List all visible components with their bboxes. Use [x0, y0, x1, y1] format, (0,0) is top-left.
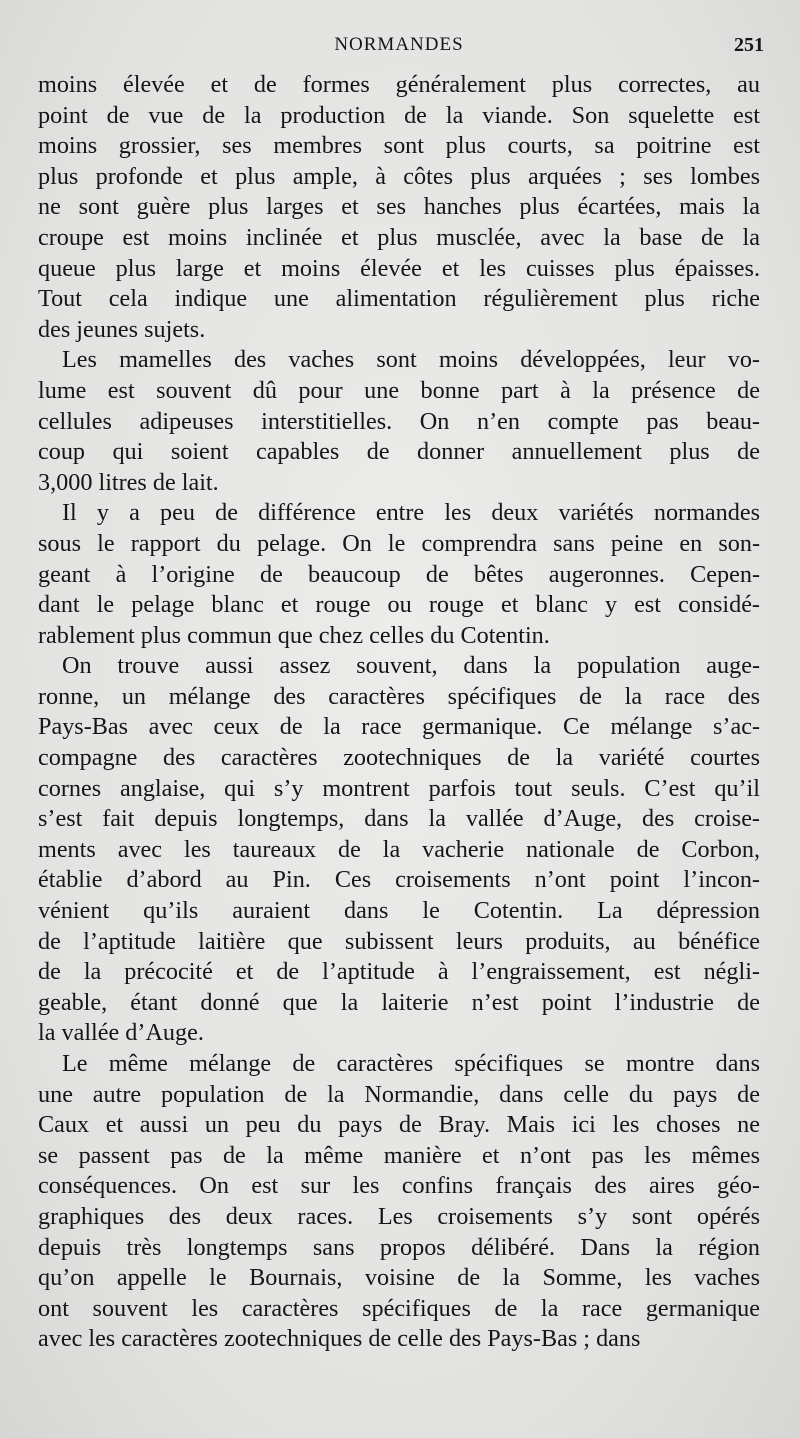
text-line: coup qui soient capables de donner annuellement plus de — [38, 438, 760, 466]
paragraph — [38, 498, 760, 651]
text-line: de la précocité et de l’aptitude à l’engraissement, est négli- — [38, 958, 760, 986]
text-line: dant le pelage blanc et rouge ou rouge et blanc y est considé- — [38, 591, 760, 619]
text-line: plus profonde et plus ample, à côtes plus arquées ; ses lombes — [38, 162, 760, 190]
text-line: depuis très longtemps sans propos délibéré. Dans la région — [38, 1233, 760, 1261]
text-line: sous le rapport du pelage. On le comprendra sans peine en son- — [38, 529, 760, 557]
page-header — [38, 28, 764, 70]
text-line: vénient qu’ils auraient dans le Cotentin. La dépression — [38, 897, 760, 925]
text-line: graphiques des deux races. Les croisements s’y sont opérés — [38, 1202, 760, 1230]
text-line: point de vue de la production de la viande. Son squelette est — [38, 101, 760, 129]
text-line: Le même mélange de caractères spécifiques se montre dans — [62, 1050, 760, 1077]
text-line: la vallée d’Auge. — [38, 1019, 204, 1047]
text-line: une autre population de la Normandie, dans celle du pays de — [38, 1080, 760, 1108]
text-line: Les mamelles des vaches sont moins développées, leur vo- — [62, 346, 760, 374]
paragraph — [38, 345, 760, 498]
text-line: Tout cela indique une alimentation régulièrement plus riche — [38, 285, 760, 313]
text-line: geant à l’origine de beaucoup de bêtes augeronnes. Cepen- — [38, 560, 760, 588]
text-line: Caux et aussi un peu du pays de Bray. Mais ici les choses ne — [38, 1111, 760, 1139]
text-line: avec les caractères zootechniques de celle des Pays-Bas ; dans — [38, 1325, 641, 1353]
text-line: lume est souvent dû pour une bonne part à la présence de — [38, 376, 760, 404]
text-line: des jeunes sujets. — [38, 315, 206, 343]
text-line: cornes anglaise, qui s’y montrent parfois tout seuls. C’est qu’il — [38, 774, 760, 802]
text-line: ronne, un mélange des caractères spécifiques de la race des — [38, 682, 760, 710]
text-line: 3,000 litres de lait. — [38, 468, 219, 496]
text-line: cellules adipeuses interstitielles. On n’en compte pas beau- — [38, 407, 760, 435]
text-line: compagne des caractères zootechniques de la variété courtes — [38, 744, 760, 772]
paragraph — [38, 1049, 760, 1355]
paragraph — [38, 651, 760, 1049]
paragraph — [38, 70, 760, 345]
text-line: rablement plus commun que chez celles du Cotentin. — [38, 621, 550, 649]
text-line: se passent pas de la même manière et n’ont pas les mêmes — [38, 1141, 760, 1169]
text-line: croupe est moins inclinée et plus musclée, avec la base de la — [38, 223, 760, 251]
body-text — [38, 70, 760, 1355]
text-line: On trouve aussi assez souvent, dans la population auge- — [62, 652, 760, 680]
text-line: ont souvent les caractères spécifiques de la race germanique — [38, 1294, 760, 1322]
text-line: queue plus large et moins élevée et les cuisses plus épaisses. — [38, 254, 760, 282]
text-line: ments avec les taureaux de la vacherie nationale de Corbon, — [38, 835, 760, 863]
text-line: geable, étant donné que la laiterie n’est point l’industrie de — [38, 988, 760, 1016]
page-number: 251 — [734, 34, 764, 56]
text-line: qu’on appelle le Bournais, voisine de la Somme, les vaches — [38, 1264, 760, 1292]
text-line: ne sont guère plus larges et ses hanches plus écartées, mais la — [38, 193, 760, 221]
text-line: moins élevée et de formes généralement plus correctes, au — [38, 71, 760, 98]
text-line: moins grossier, ses membres sont plus courts, sa poitrine est — [38, 132, 760, 160]
text-line: établie d’abord au Pin. Ces croisements n’ont point l’incon- — [38, 866, 760, 894]
text-line: Il y a peu de différence entre les deux variétés normandes — [62, 499, 760, 527]
text-line: s’est fait depuis longtemps, dans la vallée d’Auge, des croise- — [38, 805, 760, 833]
text-line: de l’aptitude laitière que subissent leurs produits, au bénéfice — [38, 927, 760, 955]
text-line: conséquences. On est sur les confins français des aires géo- — [38, 1172, 760, 1200]
text-line: Pays-Bas avec ceux de la race germanique. Ce mélange s’ac- — [38, 713, 760, 741]
running-title: NORMANDES — [334, 34, 464, 55]
